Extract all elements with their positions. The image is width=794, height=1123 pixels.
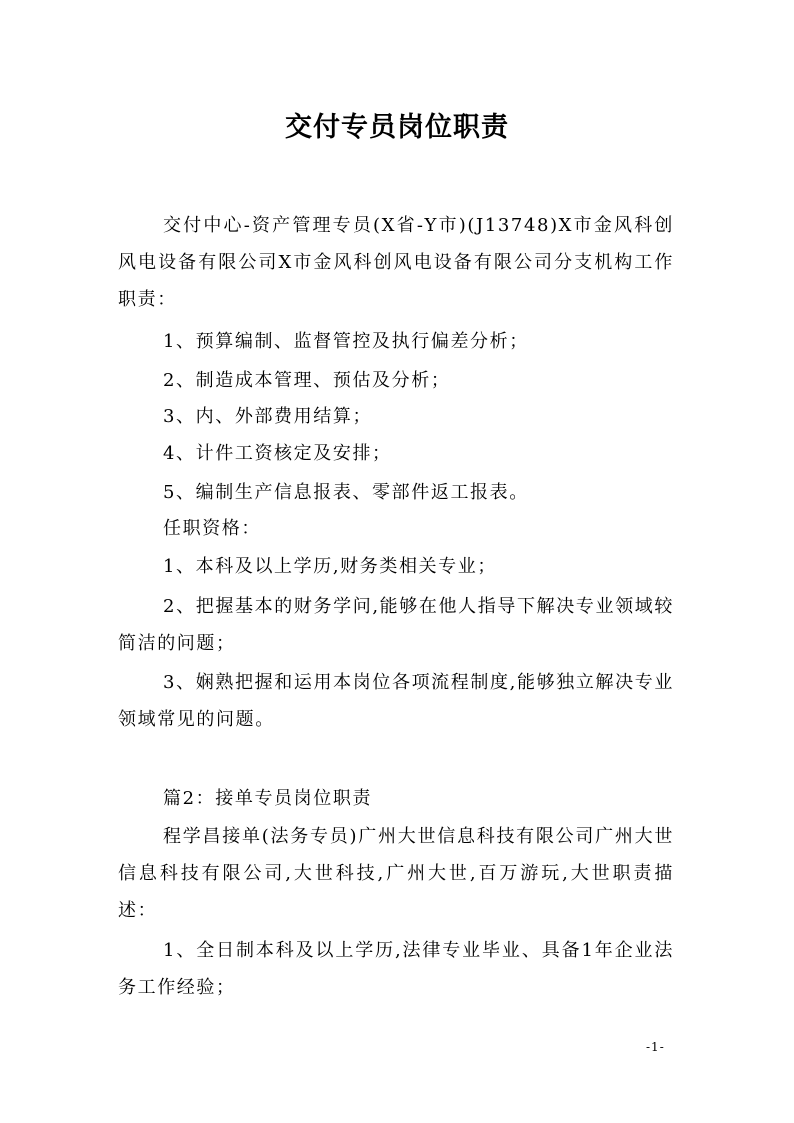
- duty-item: 4、计件工资核定及安排；: [163, 443, 392, 464]
- section2-intro: 程学昌接单(法务专员)广州大世信息科技有限公司广州大世信息科技有限公司,大世科技,广州大世,百万游玩,大世职责描述：: [118, 826, 674, 921]
- page-title: 交付专员岗位职责: [285, 112, 509, 143]
- qualifications-heading: 任职资格：: [163, 518, 261, 539]
- qualification-item: 1、本科及以上学历,财务类相关专业；: [163, 556, 497, 577]
- qualification-item: 2、把握基本的财务学问,能够在他人指导下解决专业领域较简洁的问题；: [118, 596, 674, 654]
- section1-intro: 交付中心-资产管理专员(X省-Y市)(J13748)X市金风科创风电设备有限公司X市金风科创风电设备有限公司分支机构工作职责：: [118, 215, 674, 310]
- duty-item: 2、制造成本管理、预估及分析；: [163, 370, 451, 391]
- section2-heading: 篇2：接单专员岗位职责: [163, 788, 373, 809]
- duty-item: 3、内、外部费用结算；: [163, 406, 373, 427]
- duty-item: 5、编制生产信息报表、零部件返工报表。: [163, 482, 529, 503]
- qualification-item: 3、娴熟把握和运用本岗位各项流程制度,能够独立解决专业领域常见的问题。: [118, 672, 674, 730]
- duty-item: 1、预算编制、监督管控及执行偏差分析；: [163, 331, 529, 352]
- requirement-item: 1、全日制本科及以上学历,法律专业毕业、具备1年企业法务工作经验；: [118, 940, 674, 998]
- page-number: -1-: [646, 1040, 665, 1054]
